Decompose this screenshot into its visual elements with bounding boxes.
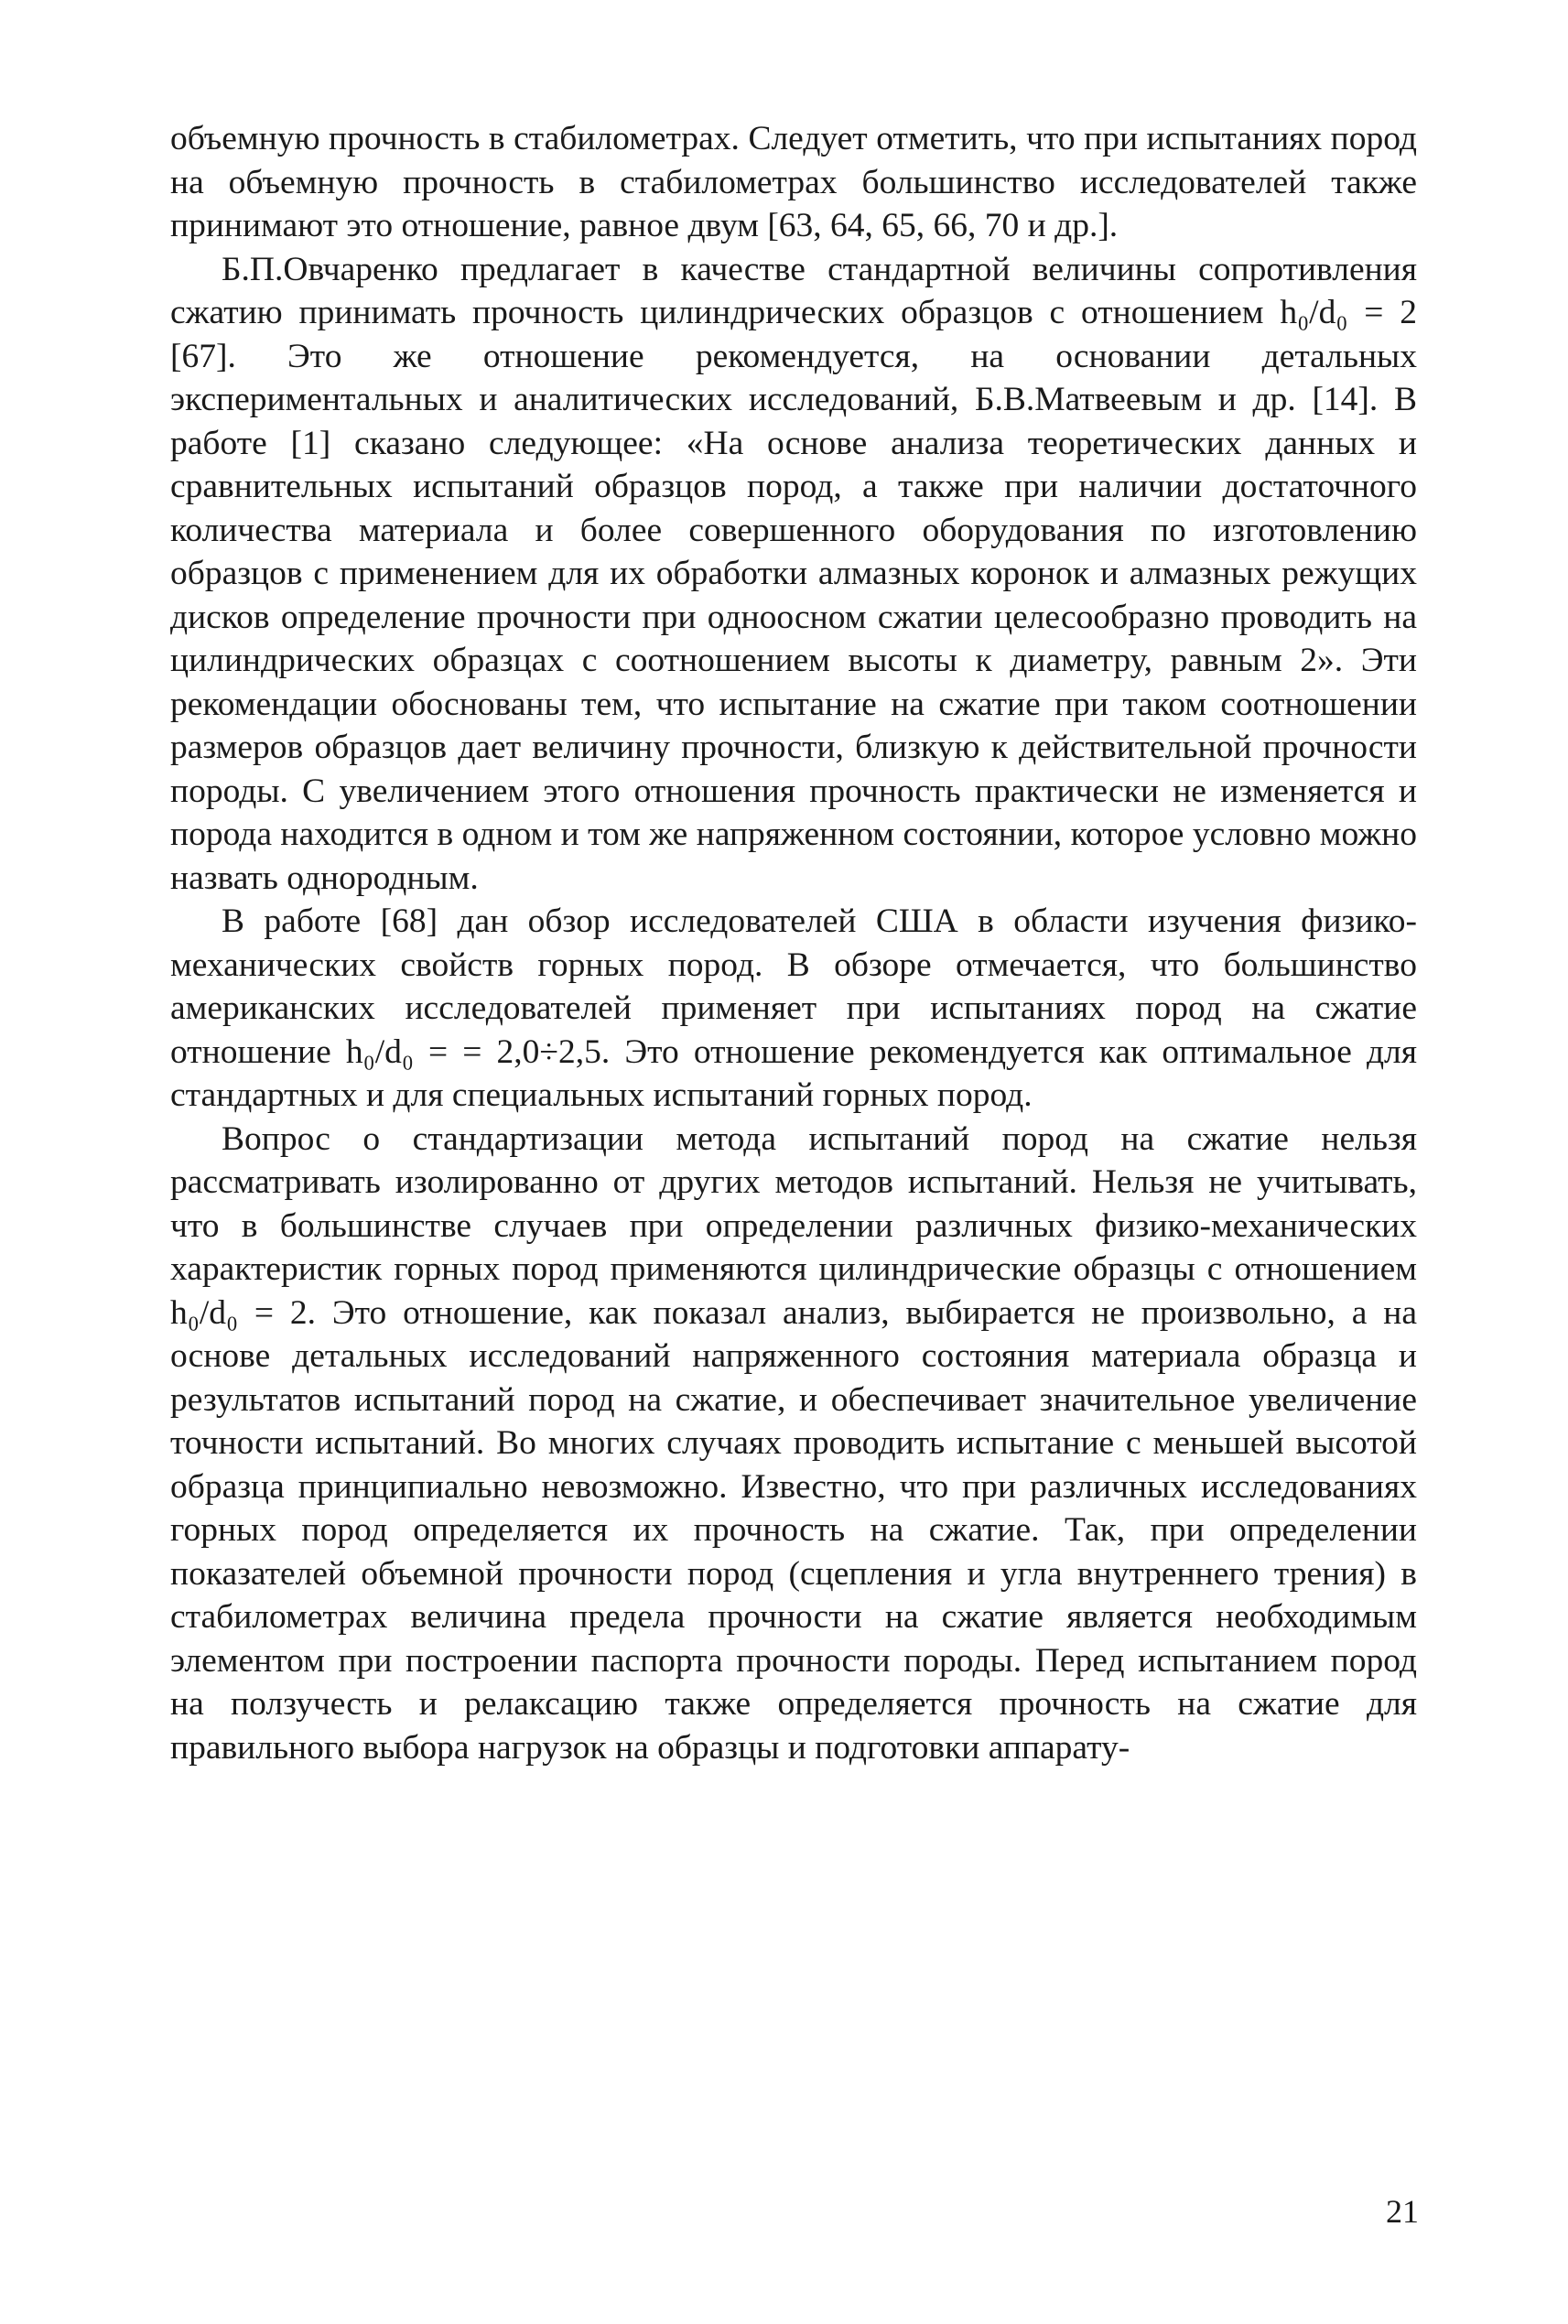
paragraph-ovcharenko: Б.П.Овчаренко предлагает в качестве стандартной величины сопротивления сжатию принимать прочность цилиндрических образцов с отношением h₀/d₀ = 2 [67]. Это же отношение рекомендуется, на основании детальных экспериментальных и аналитических исследований, Б.В.Матвеевым и др. [14]. В работе [1] сказано следующее: «На основе анализа теоретических данных и сравнительных испытаний образцов пород, а также при наличии достаточного количества материала и более совершенного оборудования по изготовлению образцов с применением для их обработки алмазных коронок и алмазных режущих дисков определение прочности при одноосном сжатии целесообразно проводить на цилиндрических образцах с соотношением высоты к диаметру, равным 2». Эти рекомендации обоснованы тем, что испытание на сжатие при таком соотношении размеров образцов дает величину прочности, близкую к действительной прочности породы. С увеличением этого отношения прочность практически не изменяется и порода находится в одном и том же напряженном состоянии, которое условно можно назвать однородным.	[170, 250, 1417, 897]
body-text	[170, 117, 1417, 1769]
page-number: 21	[1386, 2193, 1419, 2230]
paragraph-standardization: Вопрос о стандартизации метода испытаний пород на сжатие нельзя рассматривать изолированно от других методов испытаний. Нельзя не учитывать, что в большинстве случаев при определении различных физико-механических характеристик горных пород применяются цилиндрические образцы с отношением h₀/d₀ = 2. Это отношение, как показал анализ, выбирается не произвольно, а на основе детальных исследований напряженного состояния материала образца и результатов испытаний пород на сжатие, и обеспечивает значительное увеличение точности испытаний. Во многих случаях проводить испытание с меньшей высотой образца принципиально невозможно. Известно, что при различных исследованиях горных пород определяется их прочность на сжатие. Так, при определении показателей объемной прочности пород (сцепления и угла внутреннего трения) в стабилометрах величина предела прочности на сжатие является необходимым элементом при построении паспорта прочности породы. Перед испытанием пород на ползучесть и релаксацию также определяется прочность на сжатие для правильного выбора нагрузок на образцы и подготовки аппарату-	[170, 1119, 1417, 1767]
paragraph-continuation: объемную прочность в стабилометрах. Следует отметить, что при испытаниях пород на объемную прочность в стабилометрах большинство исследователей также принимают это отношение, равное двум [63, 64, 65, 66, 70 и др.].	[170, 120, 1417, 244]
paragraph-usa-review: В работе [68] дан обзор исследователей США в области изучения физико-механических свойств горных пород. В обзоре отмечается, что большинство американских исследователей применяет при испытаниях пород на сжатие отношение h₀/d₀ = = 2,0÷2,5. Это отношение рекомендуется как оптимальное для стандартных и для специальных испытаний горных пород.	[170, 903, 1417, 1114]
